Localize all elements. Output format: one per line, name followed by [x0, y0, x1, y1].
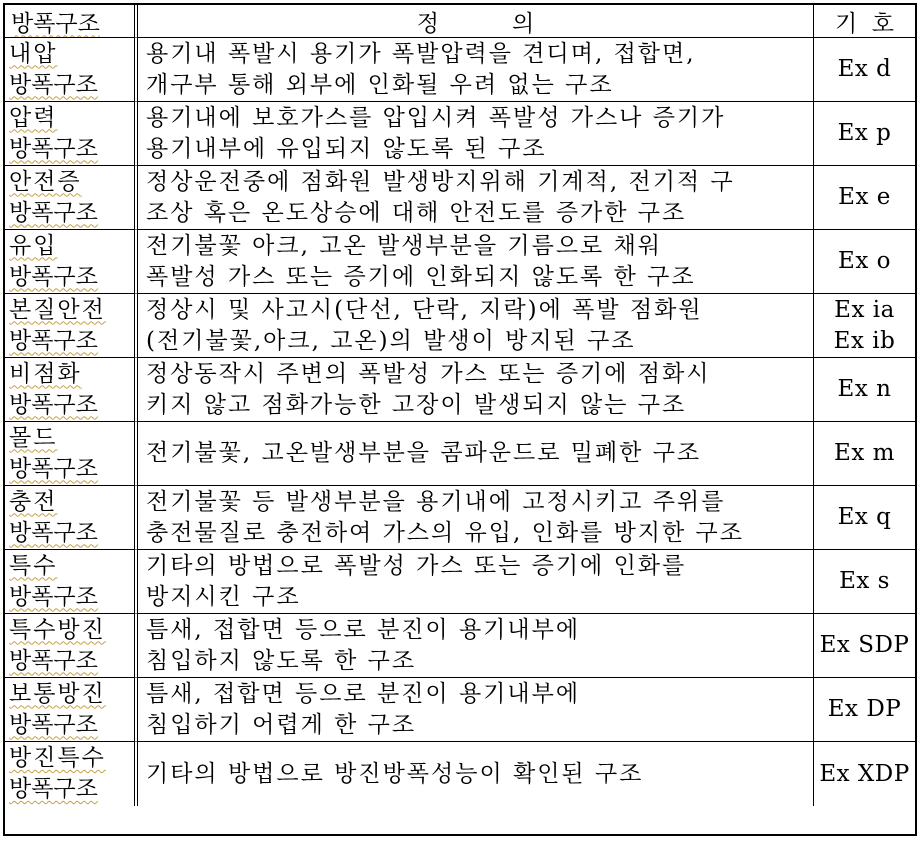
- symbol-code: Ex DP: [827, 696, 902, 722]
- symbol-code: Ex ib: [833, 327, 896, 354]
- symbol-code: Ex e: [838, 184, 891, 210]
- table-row-definition-cell: [138, 102, 814, 166]
- structure-suffix: 방폭구조: [9, 135, 98, 162]
- definition-line: 정상시 및 사고시(단선, 단락, 지락)에 폭발 점화원: [146, 296, 703, 323]
- structure-suffix: 방폭구조: [9, 776, 98, 802]
- table-row-definition-cell: [138, 614, 814, 678]
- definition-line: 정상운전중에 점화원 발생방지위해 기계적, 전기적 구: [146, 168, 735, 195]
- table-row-definition-cell: [138, 294, 814, 358]
- definition-line: 정상동작시 주변의 폭발성 가스 또는 증기에 점화시: [146, 360, 711, 387]
- structure-suffix: 방폭구조: [9, 647, 98, 674]
- structure-name: 특수방진: [9, 616, 106, 643]
- symbol-code: Ex o: [838, 248, 891, 274]
- structure-name: 특수: [9, 552, 58, 579]
- table-row-symbol-cell: [814, 550, 915, 614]
- definition-line: 키지 않고 점화가능한 고장이 발생되지 않는 구조: [146, 391, 687, 418]
- structure-suffix: 방폭구조: [9, 455, 98, 482]
- table-row-name-cell: [5, 294, 138, 358]
- structure-name: 내압: [9, 40, 58, 67]
- structure-name: 방진특수: [9, 745, 106, 771]
- definition-line: 틈새, 접합면 등으로 분진이 용기내부에: [146, 680, 581, 707]
- definition-line: 조상 혹은 온도상승에 대해 안전도를 증가한 구조: [146, 199, 687, 226]
- table-grid: [5, 5, 915, 834]
- table-row-definition-cell: [138, 486, 814, 550]
- table-row-name-cell: [5, 38, 138, 102]
- table-row-name-cell: [5, 678, 138, 742]
- table-row-definition-cell: [138, 742, 814, 806]
- table-row-definition-cell: [138, 422, 814, 486]
- symbol-code: Ex p: [837, 120, 892, 146]
- symbol-code: Ex d: [837, 56, 892, 82]
- table-row-definition-cell: [138, 678, 814, 742]
- table-row-symbol-cell: [814, 166, 915, 230]
- definition-line: 침입하지 않도록 한 구조: [146, 647, 417, 674]
- structure-suffix: 방폭구조: [9, 71, 98, 98]
- table-row-name-cell: [5, 358, 138, 422]
- table-row-symbol-cell: [814, 358, 915, 422]
- definition-line: 개구부 통해 외부에 인화될 우려 없는 구조: [146, 71, 614, 98]
- structure-name: 비점화: [9, 360, 82, 387]
- structure-name: 보통방진: [9, 680, 106, 707]
- table-row-definition-cell: [138, 166, 814, 230]
- table-row-name-cell: [5, 422, 138, 486]
- definition-line: 전기불꽃 등 발생부분을 용기내에 고정시키고 주위를: [146, 488, 726, 515]
- table-row-definition-cell: [138, 550, 814, 614]
- definition-line: 용기내부에 유입되지 않도록 된 구조: [146, 135, 547, 162]
- table-row-symbol-cell: [814, 614, 915, 678]
- header-symbol: [814, 5, 915, 38]
- symbol-code: Ex q: [837, 504, 892, 530]
- structure-name: 압력: [9, 104, 58, 131]
- header-structure-label: 방폭구조: [11, 10, 100, 37]
- structure-name: 충전: [9, 488, 58, 515]
- header-symbol-label: 기 호: [834, 10, 895, 37]
- table-row-symbol-cell: [814, 422, 915, 486]
- table-row-symbol-cell: [814, 38, 915, 102]
- symbol-code: Ex n: [837, 376, 892, 402]
- table-row-symbol-cell: [814, 294, 915, 358]
- definition-line: 폭발성 가스 또는 증기에 인화되지 않도록 한 구조: [146, 263, 696, 290]
- explosion-proof-table: [3, 3, 917, 836]
- structure-name: 본질안전: [9, 296, 106, 323]
- definition-line: 침입하기 어렵게 한 구조: [146, 711, 417, 738]
- table-row-symbol-cell: [814, 678, 915, 742]
- table-row-name-cell: [5, 102, 138, 166]
- definition-line: 방지시킨 구조: [146, 583, 301, 610]
- definition-line: 기타의 방법으로 방진방폭성능이 확인된 구조: [146, 760, 644, 787]
- structure-suffix: 방폭구조: [9, 519, 98, 546]
- table-row-definition-cell: [138, 230, 814, 294]
- header-structure: [5, 5, 138, 38]
- structure-suffix: 방폭구조: [9, 327, 98, 354]
- table-row-name-cell: [5, 742, 138, 806]
- definition-line: 전기불꽃, 고온발생부분을 콤파운드로 밀폐한 구조: [146, 440, 702, 466]
- symbol-code: Ex s: [839, 568, 890, 594]
- structure-suffix: 방폭구조: [9, 391, 98, 418]
- table-row-definition-cell: [138, 358, 814, 422]
- definition-line: 용기내 폭발시 용기가 폭발압력을 견디며, 접합면,: [146, 40, 696, 67]
- structure-suffix: 방폭구조: [9, 583, 98, 610]
- table-row-symbol-cell: [814, 486, 915, 550]
- symbol-code: Ex m: [834, 440, 895, 466]
- table-row-symbol-cell: [814, 742, 915, 806]
- definition-line: 기타의 방법으로 폭발성 가스 또는 증기에 인화를: [146, 552, 687, 579]
- table-row-name-cell: [5, 230, 138, 294]
- structure-name: 몰드: [9, 424, 58, 451]
- header-definition-label: 정 의: [416, 10, 535, 37]
- symbol-code: Ex ia: [834, 296, 895, 323]
- structure-suffix: 방폭구조: [9, 199, 98, 226]
- header-definition: [138, 5, 814, 38]
- structure-name: 유입: [9, 232, 58, 259]
- table-row-name-cell: [5, 614, 138, 678]
- structure-suffix: 방폭구조: [9, 263, 98, 290]
- structure-name: 안전증: [9, 168, 82, 195]
- table-row-symbol-cell: [814, 102, 915, 166]
- definition-line: 용기내에 보호가스를 압입시켜 폭발성 가스나 증기가: [146, 104, 726, 131]
- definition-line: 틈새, 접합면 등으로 분진이 용기내부에: [146, 616, 581, 643]
- structure-suffix: 방폭구조: [9, 711, 98, 738]
- table-row-definition-cell: [138, 38, 814, 102]
- definition-line: 충전물질로 충전하여 가스의 유입, 인화를 방지한 구조: [146, 519, 744, 546]
- definition-line: (전기불꽃,아크, 고온)의 발생이 방지된 구조: [146, 327, 636, 354]
- definition-line: 전기불꽃 아크, 고온 발생부분을 기름으로 채워: [146, 232, 663, 259]
- symbol-code: Ex XDP: [819, 760, 910, 787]
- table-row-name-cell: [5, 550, 138, 614]
- table-row-symbol-cell: [814, 230, 915, 294]
- symbol-code: Ex SDP: [819, 632, 910, 658]
- table-row-name-cell: [5, 166, 138, 230]
- table-row-name-cell: [5, 486, 138, 550]
